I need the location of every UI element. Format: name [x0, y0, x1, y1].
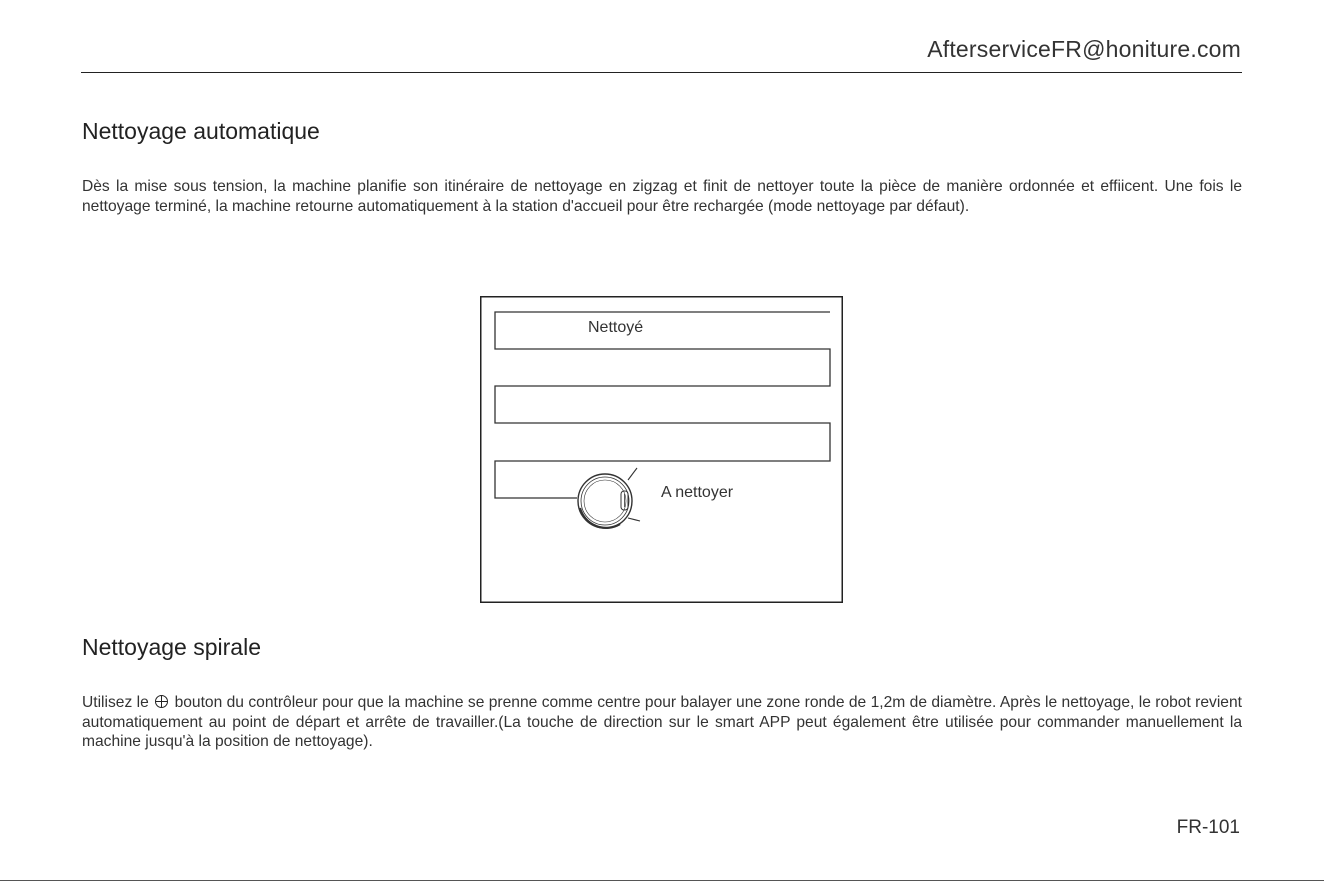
section-title-spiral-cleaning: Nettoyage spirale — [82, 634, 261, 660]
zigzag-cleaning-diagram — [480, 296, 843, 603]
spiral-text-start: Utilisez le — [82, 694, 149, 711]
section-title-automatic-cleaning: Nettoyage automatique — [82, 118, 320, 144]
zigzag-path-drawing — [480, 296, 843, 603]
automatic-cleaning-paragraph: Dès la mise sous tension, la machine planifie son itinéraire de nettoyage en zigzag et finit de nettoyer toute la pièce de manière ordonnée et effiicent. Une fois le nettoyage terminé, la machine retourne automatiquement à la station d'accueil pour être rechargée (mode nettoyage par défaut). — [82, 178, 1242, 215]
robot-vacuum-icon — [578, 468, 640, 528]
target-plus-icon — [155, 695, 168, 708]
header-email: AfterserviceFR@honiture.com — [927, 36, 1241, 62]
cleaned-area-label: Nettoyé — [588, 319, 644, 336]
page-number: FR-101 — [1176, 817, 1240, 838]
to-clean-area-label: A nettoyer — [661, 484, 734, 501]
footer-divider — [0, 880, 1324, 881]
spiral-cleaning-paragraph — [82, 693, 1242, 752]
header-divider — [81, 72, 1242, 73]
spiral-text-rest: bouton du contrôleur pour que la machine se prenne comme centre pour balayer une zone ronde de 1,2m de diamètre. Après le nettoyage, le robot revient automatiquement au point de départ et arrête de travailler.(La touche de direction sur le smart APP peut également être utilisée pour commander manuellement la machine jusqu'à la position de nettoyage). — [82, 694, 1242, 750]
